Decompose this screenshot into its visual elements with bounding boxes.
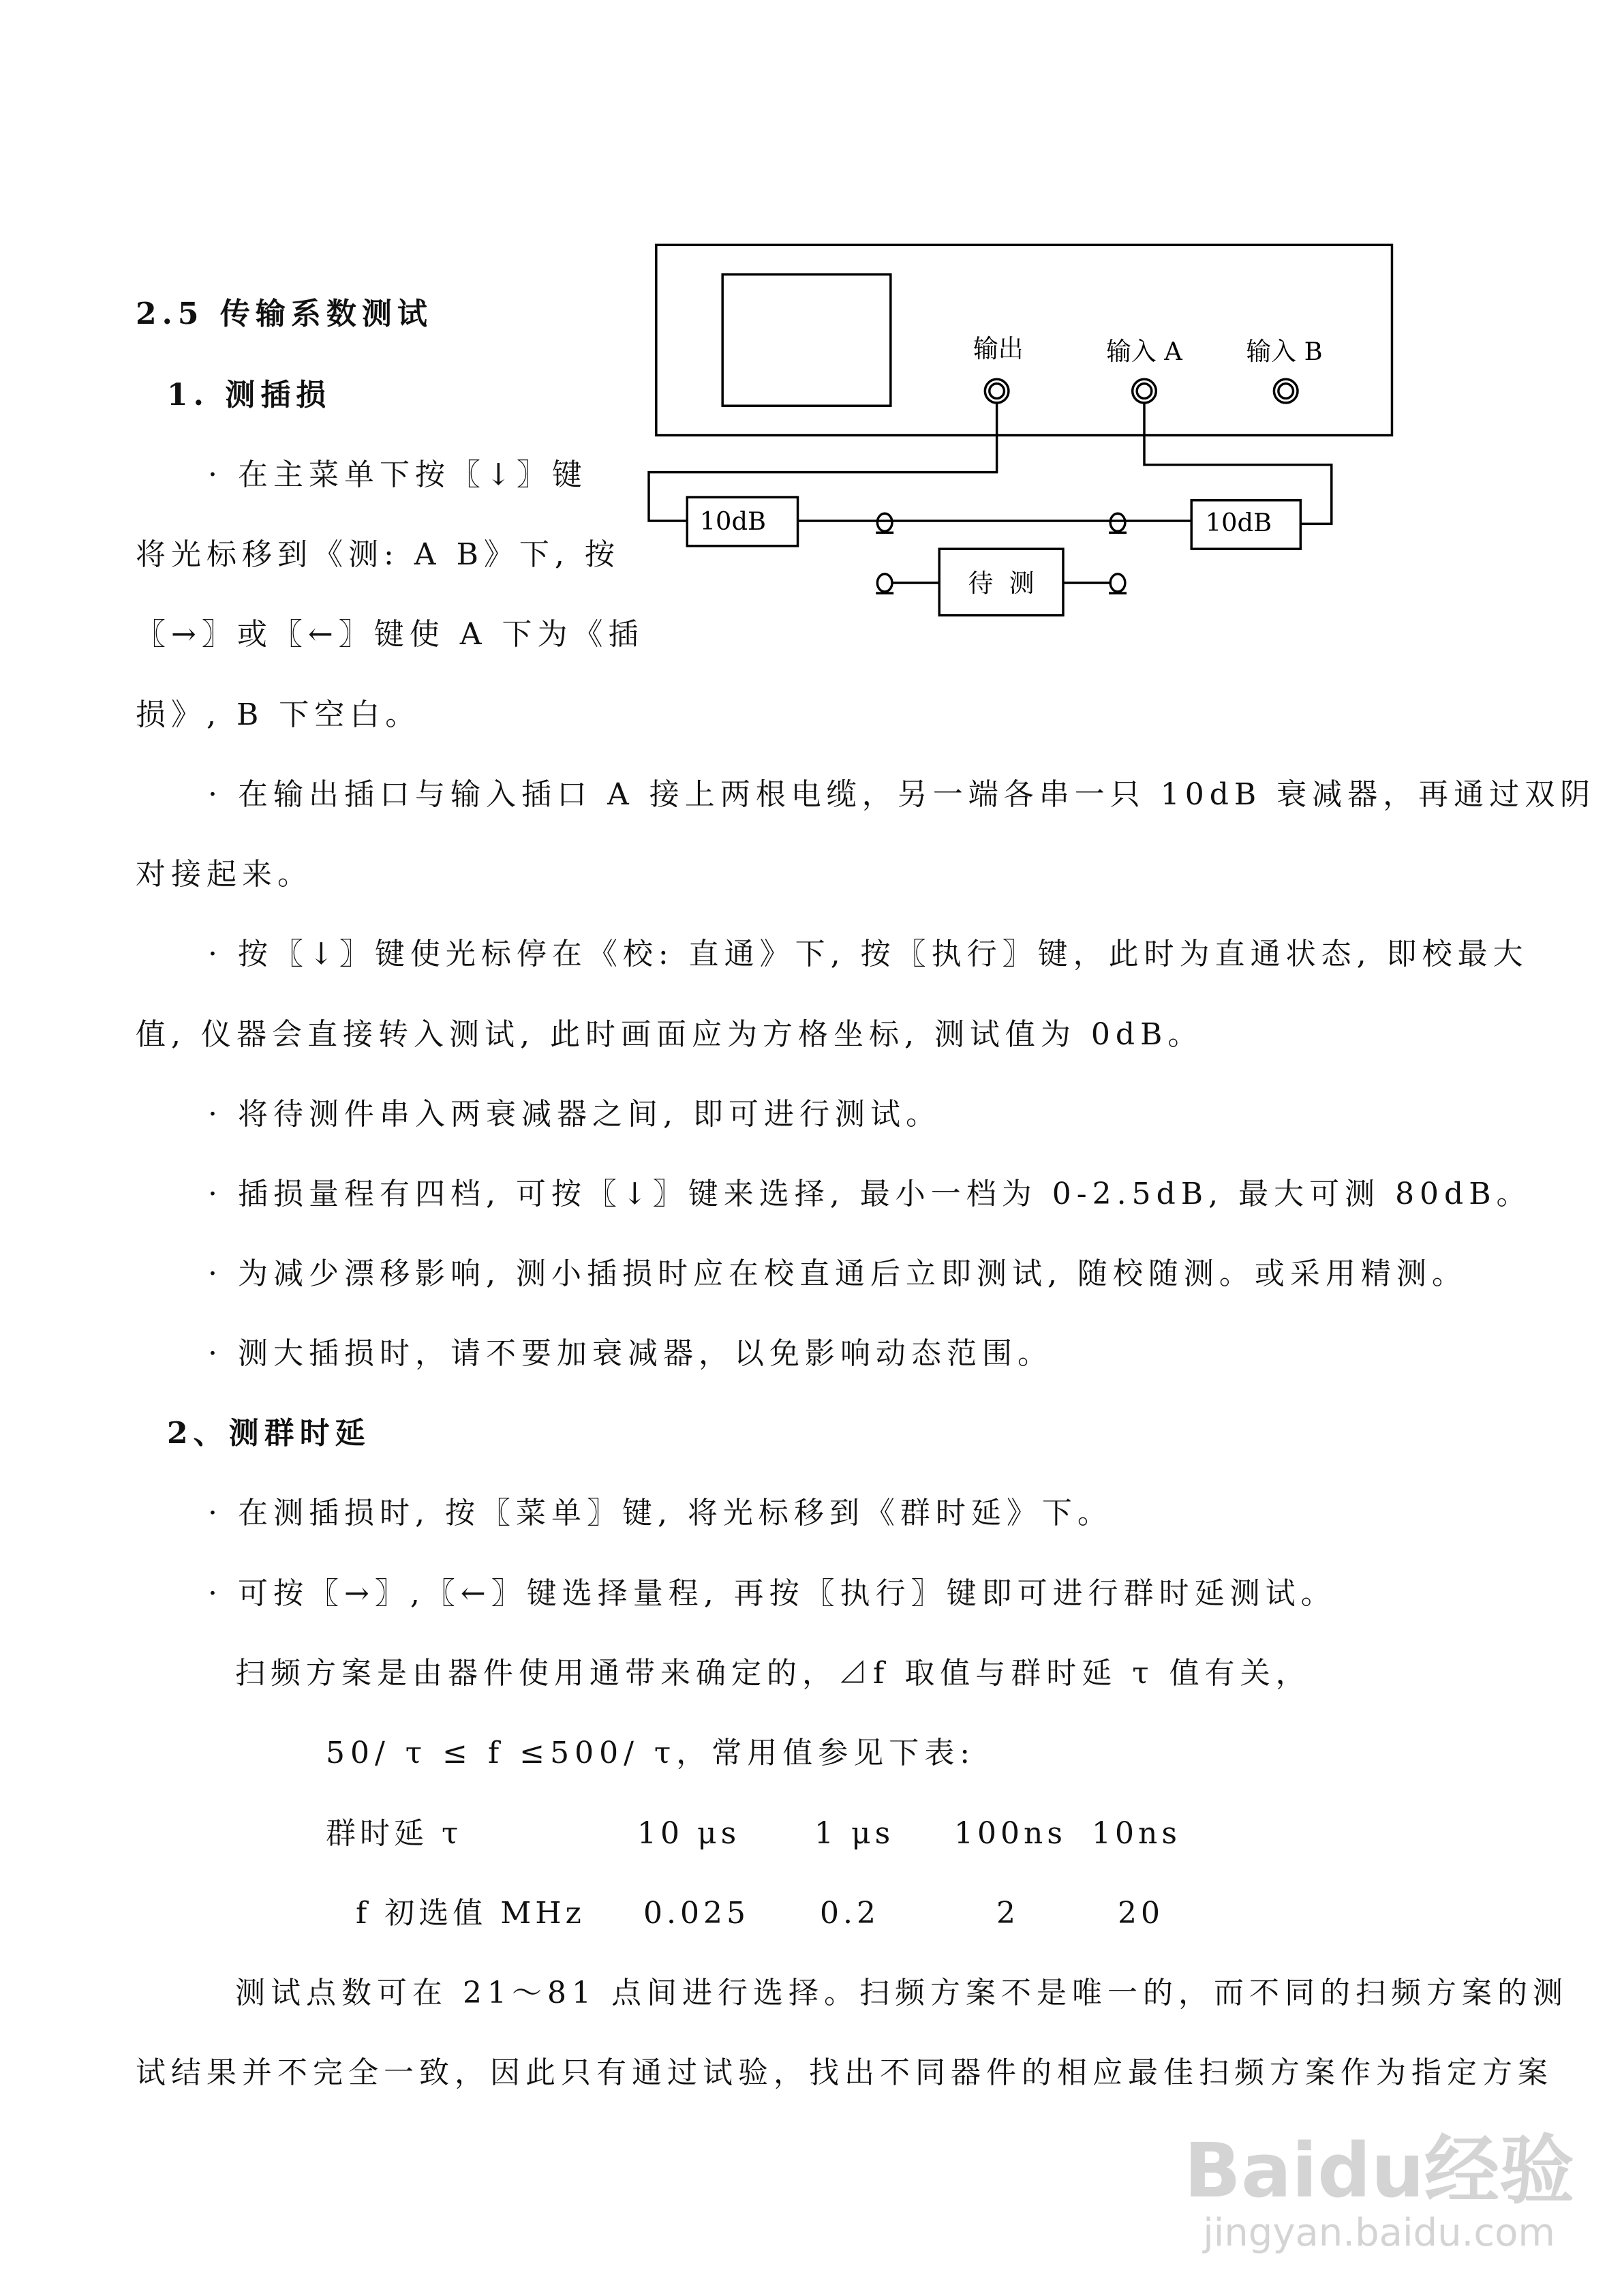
paragraph: · 在测插损时, 按〖菜单〗键, 将光标移到《群时延》下。 (208, 1496, 1113, 1530)
paragraph: 〖→〗或〖←〗键使 A 下为《插 (136, 617, 644, 652)
paragraph: · 可按〖→〗,〖←〗键选择量程, 再按〖执行〗键即可进行群时延测试。 (208, 1576, 1336, 1611)
dut-label: 待 测 (968, 568, 1035, 598)
connector-icon (1109, 574, 1127, 593)
cable-output (649, 403, 997, 521)
paragraph: 测试点数可在 21～81 点间进行选择。扫频方案不是唯一的，而不同的扫频方案的测 (235, 1976, 1568, 2010)
instrument-screen (722, 275, 891, 406)
table-cell: 0.025 (643, 1896, 750, 1931)
connector-icon (876, 513, 893, 532)
table-cell: 100ns (954, 1816, 1067, 1851)
subsection-group-delay: 2、测群时延 (167, 1416, 371, 1451)
attenuator-right-label: 10dB (1205, 508, 1272, 538)
connector-icon (1109, 513, 1127, 532)
port-label-input-a: 输入 A (1106, 337, 1182, 367)
paragraph: 试结果并不完全一致，因此只有通过试验，找出不同器件的相应最佳扫频方案作为指定方案 (136, 2055, 1553, 2090)
formula: 50/ τ ≤ f ≤500/ τ，常用值参见下表: (326, 1736, 976, 1770)
watermark-url: jingyan.baidu.com (1203, 2211, 1555, 2255)
paragraph: 值, 仪器会直接转入测试, 此时画面应为方格坐标, 测试值为 0dB。 (136, 1017, 1204, 1052)
subsection-insertion-loss: 1. 测插损 (167, 378, 332, 412)
output-port-icon (985, 379, 1009, 403)
table-cell: 1 μs (814, 1816, 895, 1851)
table-cell: 10ns (1092, 1816, 1181, 1851)
paragraph: 将光标移到《测: A B》下, 按 (136, 537, 620, 572)
input-b-port-icon (1274, 379, 1298, 403)
connector-icon (876, 574, 893, 593)
paragraph: · 插损量程有四档, 可按〖↓〗键来选择, 最小一档为 0-2.5dB, 最大可测 80dB。 (208, 1177, 1532, 1211)
port-label-input-b: 输入 B (1246, 337, 1323, 367)
watermark-brand: Baidu经验 (1184, 2127, 1574, 2214)
paragraph: · 在主菜单下按〖↓〗键 (208, 457, 587, 492)
paragraph: 扫频方案是由器件使用通带来确定的，⊿f 取值与群时延 τ 值有关， (235, 1656, 1311, 1691)
paragraph: 对接起来。 (136, 857, 313, 892)
paragraph: · 将待测件串入两衰减器之间, 即可进行测试。 (208, 1097, 941, 1132)
port-label-output: 输出 (973, 333, 1024, 363)
table-cell: 20 (1118, 1896, 1164, 1931)
table-header-cell: 群时延 τ (326, 1816, 463, 1851)
table-cell: 10 μs (637, 1816, 741, 1851)
input-a-port-icon (1133, 379, 1157, 403)
watermark (1184, 2127, 1574, 2255)
attenuator-left-label: 10dB (699, 507, 766, 537)
paragraph: · 在输出插口与输入插口 A 接上两根电缆，另一端各串一只 10dB 衰减器，再通过双阴 (208, 777, 1596, 812)
section-title: 2.5 传输系数测试 (136, 297, 433, 331)
table-cell: 2 (996, 1896, 1020, 1931)
cable-input-a (1144, 403, 1332, 524)
paragraph: · 为减少漂移影响, 测小插损时应在校直通后立即测试, 随校随测。或采用精测。 (208, 1256, 1467, 1291)
paragraph: · 按〖↓〗键使光标停在《校: 直通》下, 按〖执行〗键，此时为直通状态, 即校最大 (208, 937, 1529, 971)
paragraph: 损》, B 下空白。 (136, 697, 421, 732)
paragraph: · 测大插损时，请不要加衰减器，以免影响动态范围。 (208, 1336, 1053, 1371)
table-header-cell: f 初选值 MHz (356, 1896, 585, 1931)
table-cell: 0.2 (820, 1896, 880, 1931)
